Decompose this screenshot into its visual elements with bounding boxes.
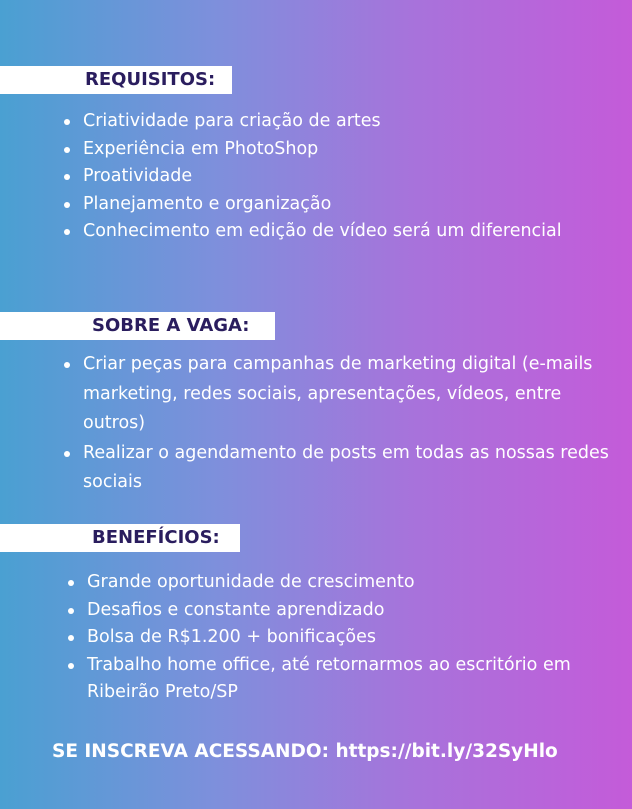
list-item: Proatividade — [64, 163, 564, 191]
beneficios-list — [68, 569, 612, 707]
requisitos-list — [64, 108, 564, 246]
list-item: Realizar o agendamento de posts em todas as nossas redes sociais — [64, 439, 610, 498]
list-item: Trabalho home office, até retornarmos ao escritório em Ribeirão Preto/SP — [68, 652, 612, 707]
heading-requisitos: REQUISITOS: — [0, 66, 232, 94]
sobre-a-vaga-list — [64, 350, 610, 498]
signup-call-to-action: SE INSCREVA ACESSANDO: https://bit.ly/32SyHlo — [52, 741, 558, 762]
list-item: Experiência em PhotoShop — [64, 136, 564, 164]
heading-beneficios: BENEFÍCIOS: — [0, 524, 240, 552]
list-item: Desafios e constante aprendizado — [68, 597, 612, 625]
heading-sobre-a-vaga: SOBRE A VAGA: — [0, 312, 275, 340]
list-item: Grande oportunidade de crescimento — [68, 569, 612, 597]
list-item: Bolsa de R$1.200 + bonificações — [68, 624, 612, 652]
list-item: Planejamento e organização — [64, 191, 564, 219]
list-item: Criatividade para criação de artes — [64, 108, 564, 136]
list-item: Criar peças para campanhas de marketing digital (e-mails marketing, redes sociais, apresentações, vídeos, entre outros) — [64, 350, 610, 439]
list-item: Conhecimento em edição de vídeo será um diferencial — [64, 218, 564, 246]
